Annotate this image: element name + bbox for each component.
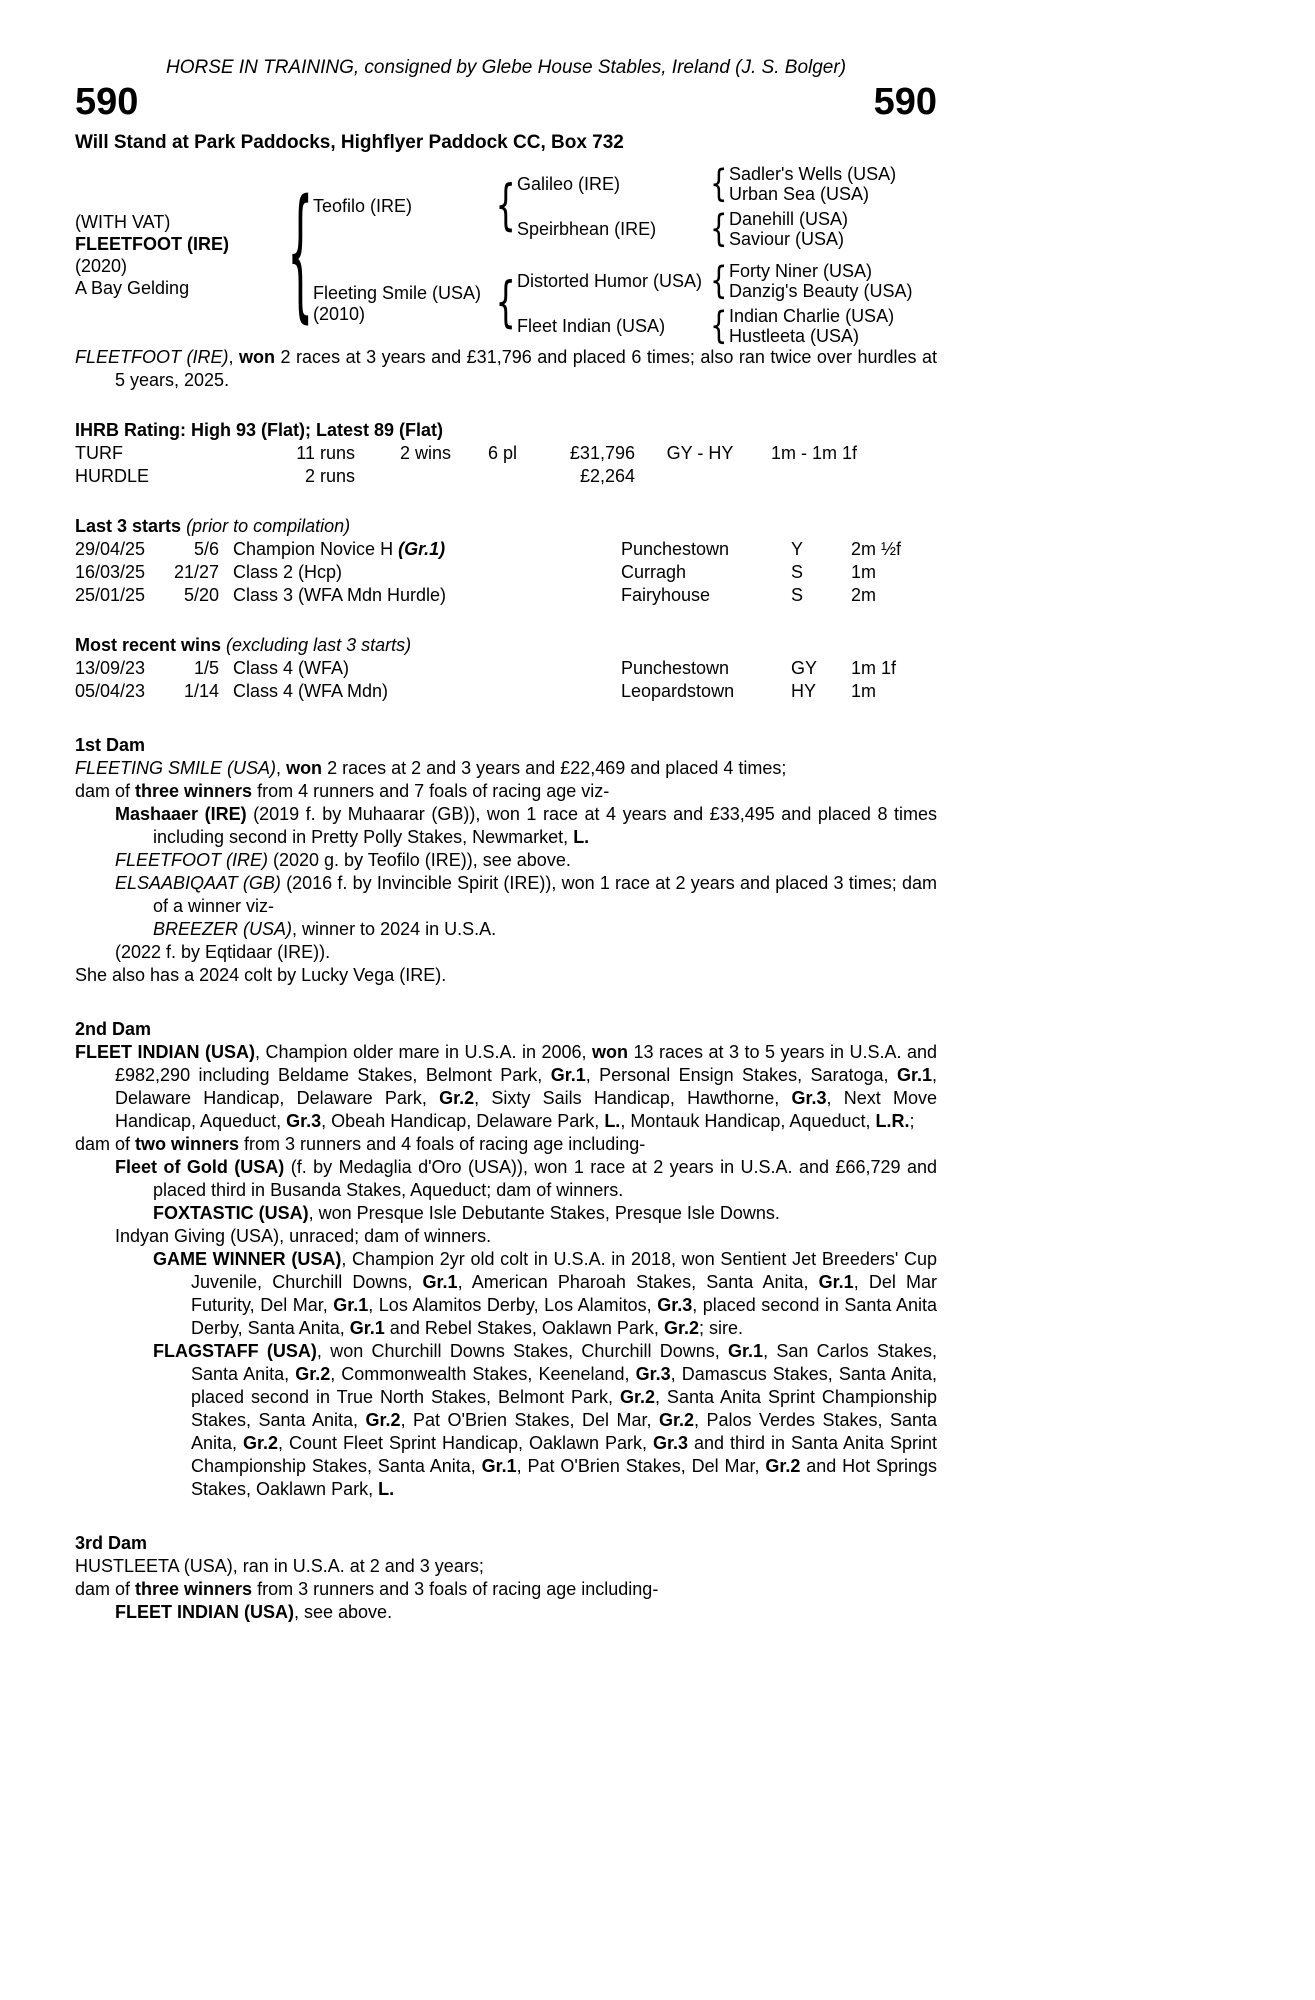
start-distance: 2m — [851, 585, 877, 605]
record-places — [451, 465, 517, 488]
sire-dam-parents — [729, 209, 848, 249]
lot-number-left: 590 — [75, 81, 139, 123]
recent-wins-title: Most recent wins — [75, 635, 222, 655]
great-grandsire-name: Forty Niner (USA) — [729, 261, 873, 281]
start-course: Punchestown — [621, 539, 730, 559]
horse-description: A Bay Gelding — [75, 278, 190, 298]
record-row-turf — [75, 442, 937, 465]
sire-branch — [313, 161, 937, 251]
dam-paragraph: dam of three winners from 4 runners and 7 foals of racing age viz- — [75, 781, 610, 801]
win-distance: 1m 1f — [851, 658, 897, 678]
dam-paragraph: FLEETING SMILE (USA), won 2 races at 2 and 3 years and £22,469 and placed 4 times; — [75, 758, 787, 778]
stand-location-line: Will Stand at Park Paddocks, Highflyer Paddock CC, Box 732 — [75, 132, 624, 153]
dam-year: (2010) — [313, 303, 366, 324]
pedigree-main-brace: { — [287, 169, 313, 338]
second-dam-heading: 2nd Dam — [75, 1019, 152, 1039]
record-surface: TURF — [75, 443, 123, 463]
last-starts-title: Last 3 starts — [75, 516, 182, 536]
dam-paragraph: dam of two winners from 3 runners and 4 foals of racing age including- — [75, 1134, 646, 1154]
dam-dam-name: Fleet Indian (USA) — [517, 315, 666, 336]
dam-sire-parents — [729, 261, 913, 301]
record-row-hurdle — [75, 465, 937, 488]
last-starts-section — [75, 515, 937, 607]
offspring-paragraph: ELSAABIQAAT (GB) (2016 f. by Invincible Spirit (IRE)), won 1 race at 2 years and placed 3 times; dam of a winner viz- — [115, 873, 937, 916]
sire-name-block — [313, 196, 495, 217]
first-dam-section — [75, 734, 937, 987]
dam-dam-brace: { — [710, 303, 728, 348]
dam-dam-parents — [729, 306, 894, 346]
lot-number-right: 590 — [873, 81, 937, 123]
start-date: 16/03/25 — [75, 562, 146, 582]
second-dam-section — [75, 1018, 937, 1501]
foaling-year: (2020) — [75, 256, 128, 276]
win-race: Class 4 (WFA Mdn) — [233, 681, 389, 701]
offspring-paragraph: FLEETFOOT (IRE) (2020 g. by Teofilo (IRE)), see above. — [115, 850, 571, 870]
sire-sire-name: Galileo (IRE) — [517, 173, 621, 194]
offspring-paragraph: FOXTASTIC (USA), won Presque Isle Debutante Stakes, Presque Isle Downs. — [153, 1203, 780, 1223]
win-course: Leopardstown — [621, 681, 735, 701]
record-wins — [355, 465, 451, 488]
sire-sire-brace: { — [710, 161, 728, 206]
rating-section — [75, 419, 937, 488]
win-row — [75, 680, 937, 703]
record-surface: HURDLE — [75, 466, 150, 486]
sire-dam-name: Speirbhean (IRE) — [517, 218, 657, 239]
start-distance: 1m — [851, 562, 877, 582]
win-going: GY — [791, 658, 818, 678]
sire-grandparents — [517, 161, 937, 251]
consignor-line: HORSE IN TRAINING, consigned by Glebe House Stables, Ireland (J. S. Bolger) — [165, 57, 847, 78]
dam-branch — [313, 258, 937, 348]
win-race: Class 4 (WFA) — [233, 658, 350, 678]
recent-wins-heading — [75, 634, 937, 657]
start-going: S — [791, 585, 804, 605]
offspring-paragraph: (2022 f. by Eqtidaar (IRE)). — [115, 942, 331, 962]
third-dam-heading: 3rd Dam — [75, 1533, 148, 1553]
start-race: Class 3 (WFA Mdn Hurdle) — [233, 585, 447, 605]
win-position: 1/5 — [193, 658, 219, 678]
dam-paragraph: HUSTLEETA (USA), ran in U.S.A. at 2 and 3 years; — [75, 1556, 484, 1576]
start-race: Champion Novice H (Gr.1) — [233, 539, 446, 559]
sire-dam-branch — [517, 206, 937, 251]
record-going-range: GY - HY — [666, 443, 734, 463]
win-date: 05/04/23 — [75, 681, 146, 701]
dam-grandparents — [517, 258, 937, 348]
offspring-paragraph: FLAGSTAFF (USA), won Churchill Downs Stakes, Churchill Downs, Gr.1, San Carlos Stakes, Santa Anita, Gr.2, Commonwealth Stakes, Keeneland, Gr.3, Damascus Stakes, Santa Anita, placed second in True North Stakes, Belmont Park, Gr.2, Santa Anita Sprint Championship Stakes, Santa Anita, Gr.2, Pat O'Brien Stakes, Del Mar, Gr.2, Palos Verdes Stakes, Santa Anita, Gr.2, Count Fleet Sprint Handicap, Oaklawn Park, Gr.3 and third in Santa Anita Sprint Championship Stakes, Santa Anita, Gr.1, Pat O'Brien Stakes, Del Mar, Gr.2 and Hot Springs Stakes, Oaklawn Park, L. — [153, 1341, 938, 1499]
sire-brace: { — [495, 174, 517, 237]
vat-note: (WITH VAT) — [75, 212, 171, 232]
race-record-summary: FLEETFOOT (IRE), won 2 races at 3 years and £31,796 and placed 6 times; also ran twice over hurdles at 5 years, 2025. — [75, 347, 937, 390]
record-runs: 2 runs — [304, 466, 355, 486]
last-starts-heading — [75, 515, 937, 538]
dam-brace: { — [495, 271, 517, 334]
dam-paragraph: FLEET INDIAN (USA), Champion older mare in U.S.A. in 2006, won 13 races at 3 to 5 years in U.S.A. and £982,290 including Beldame Stakes, Belmont Park, Gr.1, Personal Ensign Stakes, Saratoga, Gr.1, Delaware Handicap, Delaware Park, Gr.2, Sixty Sails Handicap, Hawthorne, Gr.3, Next Move Handicap, Aqueduct, Gr.3, Obeah Handicap, Delaware Park, L., Montauk Handicap, Aqueduct, L.R.; — [75, 1042, 937, 1131]
offspring-paragraph: FLEET INDIAN (USA), see above. — [115, 1602, 393, 1622]
dam-sire-branch — [517, 258, 937, 303]
sire-dam-brace: { — [710, 206, 728, 251]
win-course: Punchestown — [621, 658, 730, 678]
great-granddam-name: Hustleeta (USA) — [729, 326, 860, 346]
horse-name: FLEETFOOT (IRE) — [75, 234, 229, 254]
start-going: Y — [791, 539, 804, 559]
start-position: 21/27 — [173, 562, 219, 582]
start-date: 29/04/25 — [75, 539, 146, 559]
sire-sire-parents — [729, 164, 896, 204]
third-dam-section — [75, 1532, 937, 1624]
last-starts-note: (prior to compilation) — [181, 516, 351, 536]
great-grandsire-name: Sadler's Wells (USA) — [729, 164, 897, 184]
pedigree-table — [75, 161, 937, 348]
first-dam-heading: 1st Dam — [75, 735, 146, 755]
start-date: 25/01/25 — [75, 585, 146, 605]
record-runs: 11 runs — [296, 443, 355, 463]
great-grandsire-name: Indian Charlie (USA) — [729, 306, 895, 326]
offspring-paragraph: GAME WINNER (USA), Champion 2yr old colt in U.S.A. in 2018, won Sentient Jet Breeders' Cup Juvenile, Churchill Downs, Gr.1, American Pharoah Stakes, Santa Anita, Gr.1, Del Mar Futurity, Del Mar, Gr.1, Los Alamitos Derby, Los Alamitos, Gr.3, placed second in Santa Anita Derby, Santa Anita, Gr.1 and Rebel Stakes, Oaklawn Park, Gr.2; sire. — [153, 1249, 937, 1338]
great-grandsire-name: Danehill (USA) — [729, 209, 849, 229]
win-date: 13/09/23 — [75, 658, 146, 678]
win-row — [75, 657, 937, 680]
dam-paragraph: dam of three winners from 3 runners and 3 foals of racing age including- — [75, 1579, 659, 1599]
win-distance: 1m — [851, 681, 877, 701]
great-granddam-name: Danzig's Beauty (USA) — [729, 281, 913, 301]
start-position: 5/20 — [183, 585, 219, 605]
sire-sire-branch — [517, 161, 937, 206]
offspring-paragraph: Indyan Giving (USA), unraced; dam of winners. — [115, 1226, 492, 1246]
start-going: S — [791, 562, 804, 582]
recent-wins-note: (excluding last 3 starts) — [221, 635, 412, 655]
start-row — [75, 561, 937, 584]
record-distance-range: 1m - 1m 1f — [771, 443, 858, 463]
start-course: Fairyhouse — [621, 585, 711, 605]
start-position: 5/6 — [193, 539, 219, 559]
record-earnings: £31,796 — [569, 443, 635, 463]
dam-sire-name: Distorted Humor (USA) — [517, 270, 703, 291]
record-going-range — [635, 465, 765, 488]
great-granddam-name: Urban Sea (USA) — [729, 184, 870, 204]
win-position: 1/14 — [183, 681, 219, 701]
win-going: HY — [791, 681, 817, 701]
start-row — [75, 584, 937, 607]
dam-paragraph: She also has a 2024 colt by Lucky Vega (IRE). — [75, 965, 447, 985]
rating-heading: IHRB Rating: High 93 (Flat); Latest 89 (Flat) — [75, 420, 444, 440]
recent-wins-section — [75, 634, 937, 703]
sire-name: Teofilo (IRE) — [313, 196, 413, 216]
lot-number-row — [75, 81, 937, 123]
start-course: Curragh — [621, 562, 687, 582]
great-granddam-name: Saviour (USA) — [729, 229, 845, 249]
horse-details — [75, 211, 287, 299]
pedigree-generations — [313, 161, 937, 348]
start-race: Class 2 (Hcp) — [233, 562, 343, 582]
start-row — [75, 538, 937, 561]
dam-sire-brace: { — [710, 258, 728, 303]
record-earnings: £2,264 — [579, 466, 635, 486]
offspring-paragraph: BREEZER (USA), winner to 2024 in U.S.A. — [153, 919, 497, 939]
offspring-paragraph: Fleet of Gold (USA) (f. by Medaglia d'Oro (USA)), won 1 race at 2 years in U.S.A. and £66,729 and placed third in Busanda Stakes, Aqueduct; dam of winners. — [115, 1157, 937, 1200]
record-distance-range — [765, 465, 937, 488]
dam-name: Fleeting Smile (USA) — [313, 282, 482, 303]
page-content — [75, 56, 937, 1624]
record-wins: 2 wins — [399, 443, 451, 463]
start-distance: 2m ½f — [851, 539, 902, 559]
dam-name-block — [313, 283, 495, 325]
offspring-paragraph: Mashaaer (IRE) (2019 f. by Muhaarar (GB)), won 1 race at 4 years and £33,495 and placed 8 times including second in Pretty Polly Stakes, Newmarket, L. — [115, 804, 937, 847]
dam-dam-branch — [517, 303, 937, 348]
record-places: 6 pl — [487, 443, 517, 463]
